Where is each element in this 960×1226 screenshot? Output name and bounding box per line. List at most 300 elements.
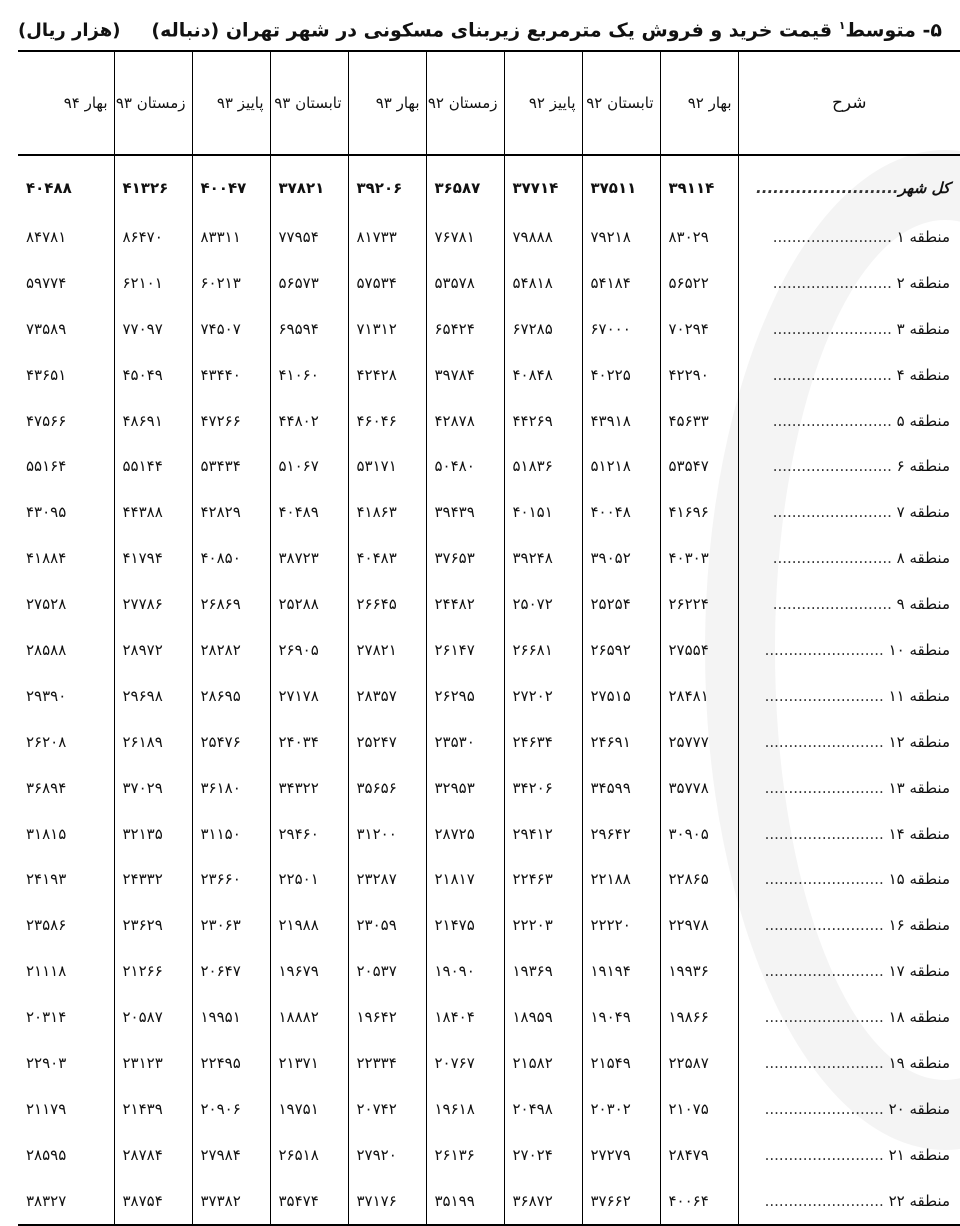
cell-value: ۲۸۲۸۲ [192, 627, 270, 673]
title-text: قیمت خرید و فروش یک مترمربع زیربنای مسکونی در شهر تهران (دنباله) [151, 19, 839, 42]
cell-value: ۵۳۵۴۷ [660, 443, 738, 489]
cell-value: ۳۷۰۲۹ [114, 765, 192, 811]
cell-value: ۲۷۲۰۲ [504, 673, 582, 719]
leader-dots: ......................... [764, 1145, 889, 1164]
leader-dots: ......................... [764, 824, 889, 843]
price-table [18, 50, 960, 1226]
cell-value: ۲۰۵۳۷ [348, 948, 426, 994]
cell-value: ۲۰۳۰۲ [582, 1086, 660, 1132]
row-label-text: منطقه ۱۸ [888, 1008, 950, 1027]
cell-value: ۲۰۳۱۴ [26, 1008, 67, 1027]
cell-value: ۴۲۸۲۹ [192, 489, 270, 535]
leader-dots: ......................... [764, 686, 889, 705]
cell-value: ۲۶۶۴۵ [348, 581, 426, 627]
cell-value: ۲۶۲۲۴ [660, 581, 738, 627]
cell-value: ۱۹۰۹۰ [426, 948, 504, 994]
cell-value: ۲۳۱۲۳ [114, 1040, 192, 1086]
cell-value: ۲۳۲۸۷ [348, 856, 426, 902]
leader-dots: ......................... [764, 962, 889, 981]
column-header-period: تابستان ۹۲ [582, 51, 660, 155]
cell-value: ۴۳۶۵۱ [26, 365, 67, 384]
table-body [18, 155, 960, 1225]
cell-value: ۳۵۱۹۹ [426, 1178, 504, 1225]
leader-dots: ......................... [764, 1053, 889, 1072]
cell-value: ۲۲۸۶۵ [660, 856, 738, 902]
cell-value: ۱۹۶۱۸ [426, 1086, 504, 1132]
cell-value: ۲۲۴۹۵ [192, 1040, 270, 1086]
cell-value: ۲۸۳۵۷ [348, 673, 426, 719]
row-label [738, 811, 960, 857]
table-row [18, 535, 960, 581]
leader-dots: ......................... [772, 503, 897, 522]
cell-value: ۴۲۴۲۸ [348, 352, 426, 398]
cell-value: ۲۱۴۷۵ [426, 902, 504, 948]
cell-value: ۶۰۲۱۳ [192, 260, 270, 306]
cell-value: ۴۰۴۸۹ [270, 489, 348, 535]
table-row [18, 719, 960, 765]
row-label-text: منطقه ۱۵ [888, 870, 950, 889]
cell-value: ۷۳۵۸۹ [26, 319, 67, 338]
cell-value: ۱۹۰۴۹ [582, 994, 660, 1040]
cell-value: ۴۶۰۴۶ [348, 398, 426, 444]
cell-value: ۳۶۸۹۴ [26, 778, 67, 797]
table-row [18, 673, 960, 719]
cell-value: ۴۰۰۴۸ [582, 489, 660, 535]
footnote-marker: ۱ [838, 18, 846, 32]
cell-value: ۳۷۱۷۶ [348, 1178, 426, 1225]
cell-value: ۲۲۹۷۸ [660, 902, 738, 948]
cell-value: ۳۲۹۵۳ [426, 765, 504, 811]
table-row-total [18, 155, 960, 214]
cell-value: ۵۰۴۸۰ [426, 443, 504, 489]
cell-value: ۲۱۰۷۵ [660, 1086, 738, 1132]
cell-value: ۲۴۶۳۴ [504, 719, 582, 765]
cell-value: ۴۰۸۴۸ [504, 352, 582, 398]
cell-value: ۳۸۷۲۳ [270, 535, 348, 581]
cell-value: ۲۷۵۱۵ [582, 673, 660, 719]
cell-value: ۳۴۵۹۹ [582, 765, 660, 811]
cell-value: ۳۱۱۵۰ [192, 811, 270, 857]
cell-value: ۲۸۷۸۴ [114, 1132, 192, 1178]
cell-value: ۳۷۵۱۱ [582, 155, 660, 214]
row-label-text: منطقه ۲ [896, 273, 950, 292]
cell-value: ۲۵۰۷۲ [504, 581, 582, 627]
leader-dots: ......................... [772, 457, 897, 476]
cell-value: ۵۴۸۱۸ [504, 260, 582, 306]
cell-value: ۱۹۹۳۶ [660, 948, 738, 994]
cell-value: ۱۹۶۴۲ [348, 994, 426, 1040]
leader-dots: ......................... [764, 1008, 889, 1027]
cell-value: ۲۲۵۸۷ [660, 1040, 738, 1086]
header-row [18, 51, 960, 155]
row-label [738, 398, 960, 444]
row-label-text: منطقه ۹ [896, 595, 950, 614]
cell-value: ۶۹۵۹۴ [270, 306, 348, 352]
cell-value: ۲۵۲۴۷ [348, 719, 426, 765]
leader-dots: ......................... [764, 640, 889, 659]
cell-value: ۶۲۱۰۱ [114, 260, 192, 306]
table-row [18, 398, 960, 444]
row-label [738, 214, 960, 260]
leader-dots: ......................... [764, 732, 889, 751]
cell-value: ۴۰۸۵۰ [192, 535, 270, 581]
cell-value: ۳۹۴۳۹ [426, 489, 504, 535]
leader-dots: ......................... [764, 870, 889, 889]
cell-value: ۲۷۹۸۴ [192, 1132, 270, 1178]
cell-value: ۲۰۷۶۷ [426, 1040, 504, 1086]
table-row [18, 1040, 960, 1086]
table-row [18, 811, 960, 857]
column-header-period: بهار ۹۳ [348, 51, 426, 155]
row-label-text: منطقه ۶ [896, 457, 950, 476]
cell-value: ۲۸۶۹۵ [192, 673, 270, 719]
cell-value: ۲۴۳۳۲ [114, 856, 192, 902]
cell-value: ۲۴۴۸۲ [426, 581, 504, 627]
cell-value: ۳۱۲۰۰ [348, 811, 426, 857]
cell-value: ۱۹۸۶۶ [660, 994, 738, 1040]
table-row [18, 1132, 960, 1178]
table-row [18, 627, 960, 673]
cell-value: ۲۱۵۴۹ [582, 1040, 660, 1086]
cell-value: ۳۱۸۱۵ [26, 824, 67, 843]
cell-value: ۱۹۷۵۱ [270, 1086, 348, 1132]
cell-value: ۷۴۵۰۷ [192, 306, 270, 352]
table-row [18, 306, 960, 352]
cell-value: ۲۳۵۸۶ [26, 916, 67, 935]
row-label [738, 489, 960, 535]
cell-value: ۲۱۵۸۲ [504, 1040, 582, 1086]
cell-value: ۶۵۴۲۴ [426, 306, 504, 352]
cell-value: ۲۸۴۷۹ [660, 1132, 738, 1178]
leader-dots: ......................... [764, 778, 889, 797]
title-bar [18, 12, 942, 48]
cell-value: ۱۸۴۰۴ [426, 994, 504, 1040]
cell-value: ۳۶۸۷۲ [504, 1178, 582, 1225]
cell-value: ۴۰۲۲۵ [582, 352, 660, 398]
cell-value: ۲۷۱۷۸ [270, 673, 348, 719]
cell-value: ۲۸۵۸۸ [26, 640, 67, 659]
cell-value: ۳۶۱۸۰ [192, 765, 270, 811]
cell-value: ۳۵۴۷۴ [270, 1178, 348, 1225]
cell-value: ۸۶۴۷۰ [114, 214, 192, 260]
cell-value: ۲۴۰۳۴ [270, 719, 348, 765]
cell-value: ۲۳۰۶۳ [192, 902, 270, 948]
cell-value: ۴۰۴۸۸ [26, 179, 72, 197]
row-label [738, 352, 960, 398]
cell-value: ۳۹۷۸۴ [426, 352, 504, 398]
cell-value: ۳۸۷۵۴ [114, 1178, 192, 1225]
cell-value: ۵۴۱۸۴ [582, 260, 660, 306]
leader-dots: ......................... [756, 179, 899, 197]
cell-value: ۴۲۸۷۸ [426, 398, 504, 444]
cell-value: ۴۰۱۵۱ [504, 489, 582, 535]
row-label [738, 443, 960, 489]
cell-value: ۵۶۵۲۲ [660, 260, 738, 306]
cell-value: ۲۷۲۷۹ [582, 1132, 660, 1178]
cell-value: ۵۱۲۱۸ [582, 443, 660, 489]
row-label-text: منطقه ۱۴ [888, 824, 950, 843]
leader-dots: ......................... [772, 549, 897, 568]
leader-dots: ......................... [764, 1099, 889, 1118]
table-row [18, 765, 960, 811]
row-label [738, 765, 960, 811]
cell-value: ۲۹۶۹۸ [114, 673, 192, 719]
cell-value: ۲۱۱۱۸ [26, 962, 67, 981]
cell-value: ۴۷۲۶۶ [192, 398, 270, 444]
cell-value: ۲۱۳۷۱ [270, 1040, 348, 1086]
cell-value: ۲۹۴۶۰ [270, 811, 348, 857]
cell-value: ۲۰۴۹۸ [504, 1086, 582, 1132]
cell-value: ۲۹۴۱۲ [504, 811, 582, 857]
table-row [18, 994, 960, 1040]
cell-value: ۳۵۶۵۶ [348, 765, 426, 811]
cell-value: ۵۳۱۷۱ [348, 443, 426, 489]
row-label-text: منطقه ۴ [896, 365, 950, 384]
cell-value: ۲۲۴۶۳ [504, 856, 582, 902]
unit-label: (هزار ریال) [18, 19, 121, 41]
cell-value: ۲۶۱۴۷ [426, 627, 504, 673]
cell-value: ۳۹۰۵۲ [582, 535, 660, 581]
cell-value: ۲۲۱۸۸ [582, 856, 660, 902]
cell-value: ۴۷۵۶۶ [26, 411, 67, 430]
table-row [18, 581, 960, 627]
cell-value: ۲۶۵۱۸ [270, 1132, 348, 1178]
table-row [18, 214, 960, 260]
cell-value: ۵۵۱۶۴ [26, 457, 67, 476]
cell-value: ۴۴۳۸۸ [114, 489, 192, 535]
cell-value: ۲۷۸۲۱ [348, 627, 426, 673]
cell-value: ۳۲۱۳۵ [114, 811, 192, 857]
row-label-text: منطقه ۲۱ [888, 1145, 950, 1164]
cell-value: ۵۳۵۷۸ [426, 260, 504, 306]
cell-value: ۴۲۲۹۰ [660, 352, 738, 398]
cell-value: ۲۳۰۵۹ [348, 902, 426, 948]
row-label [738, 627, 960, 673]
cell-value: ۷۹۸۸۸ [504, 214, 582, 260]
row-label-text: منطقه ۷ [896, 503, 950, 522]
cell-value: ۴۰۳۰۳ [660, 535, 738, 581]
cell-value: ۵۱۰۶۷ [270, 443, 348, 489]
cell-value: ۳۵۷۷۸ [660, 765, 738, 811]
cell-value: ۷۱۳۱۲ [348, 306, 426, 352]
cell-value: ۲۸۹۷۲ [114, 627, 192, 673]
cell-value: ۸۱۷۳۳ [348, 214, 426, 260]
cell-value: ۲۲۹۰۳ [26, 1053, 67, 1072]
column-header-period: پاییز ۹۲ [504, 51, 582, 155]
cell-value: ۴۳۴۴۰ [192, 352, 270, 398]
cell-value: ۴۰۴۸۳ [348, 535, 426, 581]
cell-value: ۲۱۱۷۹ [26, 1099, 67, 1118]
table-row [18, 1086, 960, 1132]
cell-value: ۲۲۳۳۴ [348, 1040, 426, 1086]
row-label [738, 673, 960, 719]
cell-value: ۲۶۱۸۹ [114, 719, 192, 765]
row-label-text: منطقه ۱۲ [888, 732, 950, 751]
cell-value: ۱۹۶۷۹ [270, 948, 348, 994]
cell-value: ۳۸۳۲۷ [26, 1191, 67, 1210]
cell-value: ۲۸۵۹۵ [26, 1145, 67, 1164]
cell-value: ۳۹۱۱۴ [660, 155, 738, 214]
row-label [738, 260, 960, 306]
cell-value: ۴۴۲۶۹ [504, 398, 582, 444]
row-label [738, 1178, 960, 1225]
column-header-period: پاییز ۹۳ [192, 51, 270, 155]
cell-value: ۵۷۵۳۴ [348, 260, 426, 306]
cell-value: ۴۵۰۴۹ [114, 352, 192, 398]
cell-value: ۲۳۶۲۹ [114, 902, 192, 948]
cell-value: ۲۲۵۰۱ [270, 856, 348, 902]
row-label-text: منطقه ۵ [896, 411, 950, 430]
row-label-text: منطقه ۲۰ [888, 1099, 950, 1118]
cell-value: ۸۳۳۱۱ [192, 214, 270, 260]
cell-value: ۳۰۹۰۵ [660, 811, 738, 857]
row-label-text: منطقه ۱۰ [888, 640, 950, 659]
row-label-text: منطقه ۱۱ [888, 686, 950, 705]
leader-dots: ......................... [772, 595, 897, 614]
cell-value: ۲۶۶۸۱ [504, 627, 582, 673]
cell-value: ۱۸۸۸۲ [270, 994, 348, 1040]
cell-value: ۲۷۷۸۶ [114, 581, 192, 627]
row-label-text: منطقه ۱۹ [888, 1053, 950, 1072]
cell-value: ۷۷۹۵۴ [270, 214, 348, 260]
row-label [738, 856, 960, 902]
cell-value: ۴۱۷۹۴ [114, 535, 192, 581]
table-row [18, 856, 960, 902]
cell-value: ۴۰۰۴۷ [192, 155, 270, 214]
cell-value: ۲۷۹۲۰ [348, 1132, 426, 1178]
table-row [18, 1178, 960, 1225]
row-label-text: منطقه ۱۶ [888, 916, 950, 935]
row-label-text: منطقه ۱۳ [888, 778, 950, 797]
cell-value: ۲۶۵۹۲ [582, 627, 660, 673]
cell-value: ۸۳۰۲۹ [660, 214, 738, 260]
cell-value: ۲۴۱۹۳ [26, 870, 67, 889]
row-label [738, 155, 960, 214]
cell-value: ۷۶۷۸۱ [426, 214, 504, 260]
row-label-text: منطقه ۸ [896, 549, 950, 568]
cell-value: ۲۸۴۸۱ [660, 673, 738, 719]
cell-value: ۲۶۲۰۸ [26, 732, 67, 751]
row-label [738, 581, 960, 627]
cell-value: ۲۳۶۶۰ [192, 856, 270, 902]
row-label-text: کل شهر [898, 179, 950, 197]
table-title [151, 19, 942, 41]
column-header-period: زمستان ۹۲ [426, 51, 504, 155]
cell-value: ۲۵۴۷۶ [192, 719, 270, 765]
cell-value: ۲۷۰۲۴ [504, 1132, 582, 1178]
row-label [738, 719, 960, 765]
cell-value: ۴۱۸۶۳ [348, 489, 426, 535]
cell-value: ۵۶۵۷۳ [270, 260, 348, 306]
row-label-text: منطقه ۲۲ [888, 1191, 950, 1210]
cell-value: ۴۵۶۳۳ [660, 398, 738, 444]
cell-value: ۳۴۲۰۶ [504, 765, 582, 811]
cell-value: ۵۱۸۳۶ [504, 443, 582, 489]
cell-value: ۳۹۲۴۸ [504, 535, 582, 581]
cell-value: ۴۱۳۲۶ [114, 155, 192, 214]
cell-value: ۷۷۰۹۷ [114, 306, 192, 352]
cell-value: ۱۸۹۵۹ [504, 994, 582, 1040]
cell-value: ۲۰۵۸۷ [114, 994, 192, 1040]
cell-value: ۵۹۷۷۴ [26, 273, 67, 292]
cell-value: ۶۷۲۸۵ [504, 306, 582, 352]
title-prefix: ۵- متوسط [845, 19, 942, 42]
cell-value: ۲۹۳۹۰ [26, 686, 67, 705]
cell-value: ۲۰۹۰۶ [192, 1086, 270, 1132]
table-row [18, 443, 960, 489]
cell-value: ۴۴۸۰۲ [270, 398, 348, 444]
leader-dots: ......................... [772, 411, 897, 430]
cell-value: ۱۹۱۹۴ [582, 948, 660, 994]
row-label [738, 1086, 960, 1132]
row-label-text: منطقه ۳ [896, 319, 950, 338]
table-row [18, 260, 960, 306]
cell-value: ۲۷۵۲۸ [26, 595, 67, 614]
cell-value: ۲۶۱۳۶ [426, 1132, 504, 1178]
cell-value: ۲۱۸۱۷ [426, 856, 504, 902]
cell-value: ۴۱۶۹۶ [660, 489, 738, 535]
cell-value: ۴۱۰۶۰ [270, 352, 348, 398]
cell-value: ۳۷۷۱۴ [504, 155, 582, 214]
leader-dots: ......................... [764, 916, 889, 935]
row-label-text: منطقه ۱ [896, 227, 950, 246]
row-label [738, 948, 960, 994]
cell-value: ۵۳۴۳۴ [192, 443, 270, 489]
row-label [738, 902, 960, 948]
cell-value: ۲۹۶۴۲ [582, 811, 660, 857]
column-header-period: زمستان ۹۳ [114, 51, 192, 155]
cell-value: ۲۵۷۷۷ [660, 719, 738, 765]
table-row [18, 902, 960, 948]
table-row [18, 489, 960, 535]
cell-value: ۲۸۷۲۵ [426, 811, 504, 857]
table-row [18, 352, 960, 398]
cell-value: ۲۲۲۰۳ [504, 902, 582, 948]
leader-dots: ......................... [764, 1191, 889, 1210]
leader-dots: ......................... [772, 365, 897, 384]
cell-value: ۴۳۰۹۵ [26, 503, 67, 522]
leader-dots: ......................... [772, 319, 897, 338]
cell-value: ۳۷۶۵۳ [426, 535, 504, 581]
cell-value: ۳۶۵۸۷ [426, 155, 504, 214]
row-label [738, 306, 960, 352]
leader-dots: ......................... [772, 227, 897, 246]
cell-value: ۴۸۶۹۱ [114, 398, 192, 444]
cell-value: ۲۶۹۰۵ [270, 627, 348, 673]
leader-dots: ......................... [772, 273, 897, 292]
cell-value: ۴۳۹۱۸ [582, 398, 660, 444]
table-row [18, 948, 960, 994]
cell-value: ۲۰۷۴۲ [348, 1086, 426, 1132]
column-header-period: بهار ۹۴ [18, 51, 114, 155]
cell-value: ۷۰۲۹۴ [660, 306, 738, 352]
cell-value: ۵۵۱۴۴ [114, 443, 192, 489]
row-label [738, 1132, 960, 1178]
cell-value: ۲۲۲۲۰ [582, 902, 660, 948]
cell-value: ۲۴۶۹۱ [582, 719, 660, 765]
cell-value: ۳۷۶۶۲ [582, 1178, 660, 1225]
cell-value: ۴۱۸۸۴ [26, 549, 67, 568]
column-header-period: تابستان ۹۳ [270, 51, 348, 155]
cell-value: ۳۴۳۲۲ [270, 765, 348, 811]
cell-value: ۲۰۶۴۷ [192, 948, 270, 994]
cell-value: ۲۷۵۵۴ [660, 627, 738, 673]
cell-value: ۴۰۰۶۴ [660, 1178, 738, 1225]
row-label-text: منطقه ۱۷ [888, 962, 950, 981]
row-label [738, 1040, 960, 1086]
cell-value: ۷۹۲۱۸ [582, 214, 660, 260]
cell-value: ۲۶۲۹۵ [426, 673, 504, 719]
